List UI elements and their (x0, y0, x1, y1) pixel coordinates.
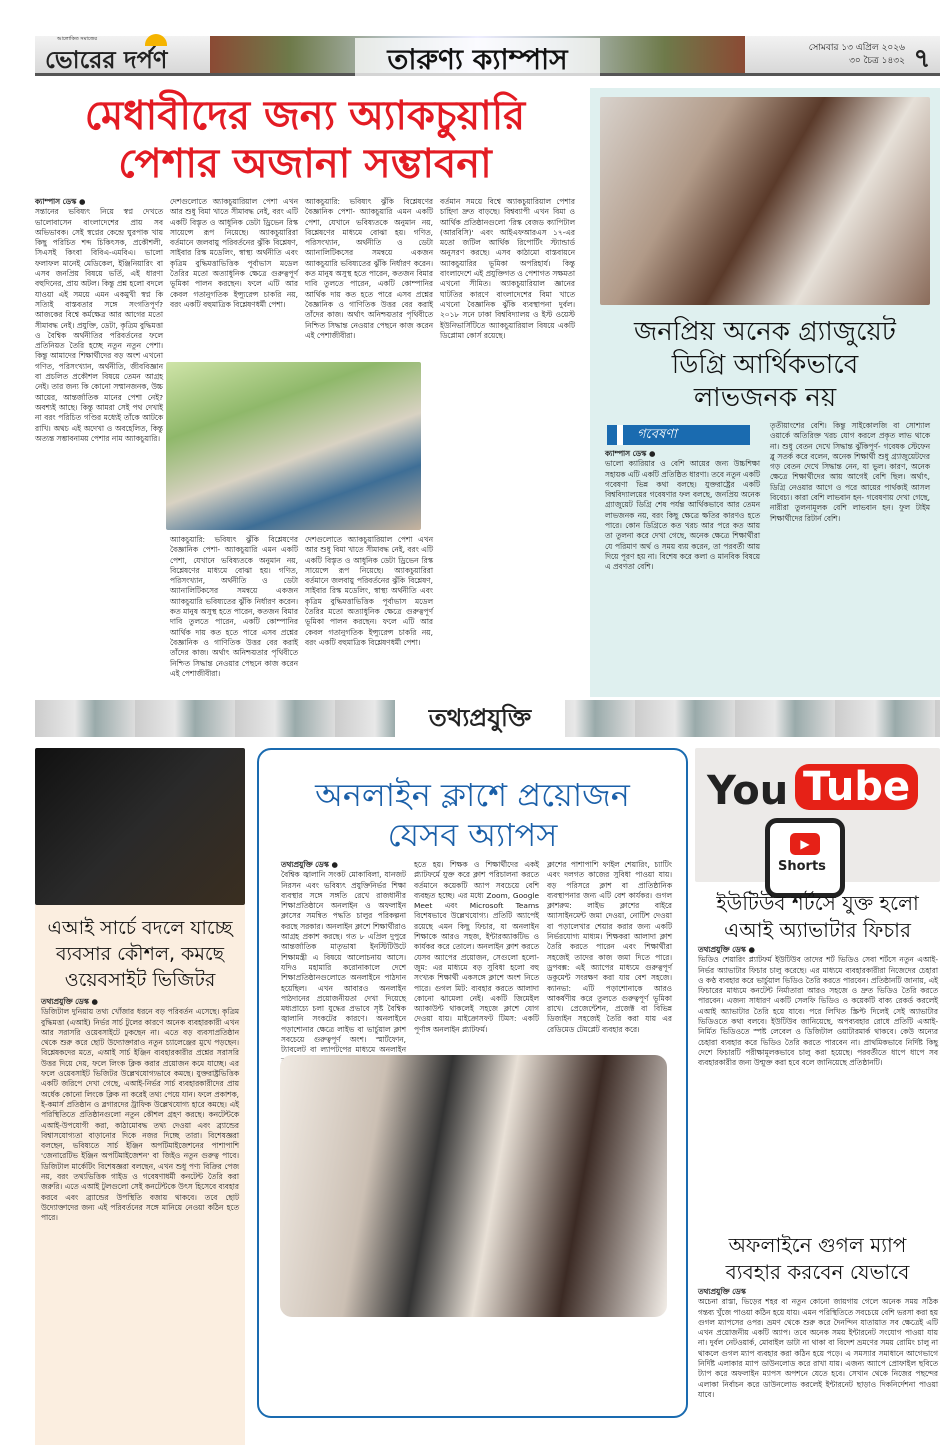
paragraph: অ্যাকচুয়ারি: ভবিষ্যৎ ঝুঁকি বিশ্লেষণের বৈজ্ঞানিক পেশা- অ্যাকচুয়ারি এমন একটি পেশা, যেখানে ভবিষ্যতকে অনুমান নয়, বিশ্লেষণের মাধ্যমে বোঝা হয়। গণিত, পরিসংখ্যান, অর্থনীতি ও ডেটা অ্যানালিটিকসের সমন্বয়ে একজন অ্যাকচুয়ারি ভবিষ্যতের ঝুঁকি নির্ধারণ করেন। কত মানুষ অসুস্থ হতে পারেন, কতজন বিমার দাবি তুলতে পারেন, একটি কোম্পানির আর্থিক দায় কত হতে পারে এসব প্রশ্নের বৈজ্ঞানিক ও গাণিতিক উত্তর বের করাই তাঁদের কাজ। অর্থাৎ অনিশ্চয়তার পৃথিবীতে নিশ্চিত সিদ্ধান্ত নেওয়ার পেছনে কাজ করেন এই পেশাজীবীরা। (170, 535, 298, 678)
lead-column (35, 197, 163, 695)
lead-headline-line: মেধাবীদের জন্য অ্যাকচুয়ারি (84, 93, 526, 139)
play-icon: ▶ (790, 833, 820, 855)
paragraph: হতে হয়। শিক্ষক ও শিক্ষার্থীদের একই প্ল্যাটফর্মে যুক্ত করে ক্লাশ পরিচালনা করতে বর্তমানে কয়েকটি অ্যাপ সবচেয়ে বেশি ব্যবহৃত হচ্ছে। এর মধ্যে Zoom, Google Meet এবং Microsoft Teams বিশেষভাবে উল্লেখযোগ্য। প্রতিটি অ্যাপেই রয়েছে এমন কিছু ফিচার, যা অনলাইন শিক্ষাকে আরও সহজ, ইন্টারঅ্যাকটিভ ও কার্যকর করে তোলে। অনলাইন ক্লাশ করতে যেসব অ্যাপের প্রয়োজন, সেগুলো হলো- জুম: এর মাধ্যমে বড় সুবিধা হলো বহু সংখ্যক শিক্ষার্থী একসঙ্গে ক্লাশে অংশ নিতে পারে। গুগল মিট: ব্যবহার করতে আলাদা কোনো ঝামেলা নেই। একটি জিমেইল অ্যাকাউন্ট থাকলেই সহজে ক্লাশে যোগ দেওয়া যায়। মাইক্রোসফট টিমস: একটি পূর্ণাঙ্গ অনলাইন প্ল্যাটফর্ম। (414, 860, 539, 1034)
masthead (35, 36, 940, 76)
tech-section-banner (35, 700, 940, 737)
paragraph: ভালো ক্যারিয়ার ও বেশি আয়ের জন্য উচ্চশিক্ষা সহায়ক এটি একটি প্রতিষ্ঠিত ধারণা। তবে নতুন একটি গবেষণা ভিন্ন কথা বলছে। যুক্তরাষ্ট্রের একটি বিশ্ববিদ্যালয়ের গবেষণার ফল বলছে, জনপ্রিয় অনেক গ্র্যাজুয়েট ডিগ্রি শেষ পর্যন্ত আর্থিকভাবে আর তেমন লাভজনক নয়, বরং কিছু ক্ষেত্রে ক্ষতির কারণও হতে পারে। কোন ডিগ্রিতে কত খরচ আর পরে কত আয় তা তুলনা করে দেখা গেছে, অনেক ক্ষেত্রে শিক্ষার্থীরা যে পরিমাণ অর্থ ও সময় ব্যয় করেন, তা পরবর্তী আয় দিয়ে পূরণ হয় না। বিশেষ করে কলা ও মানবিক বিষয়ে এ প্রবণতা বেশি। (605, 459, 760, 572)
paragraph: অ্যাকচুয়ারি: ভবিষ্যৎ ঝুঁকি বিশ্লেষণের বৈজ্ঞানিক পেশা- অ্যাকচুয়ারি এমন একটি পেশা, যেখানে ভবিষ্যতকে অনুমান নয়, বিশ্লেষণের মাধ্যমে বোঝা হয়। গণিত, পরিসংখ্যান, অর্থনীতি ও ডেটা অ্যানালিটিকসের সমন্বয়ে একজন অ্যাকচুয়ারি ভবিষ্যতের ঝুঁকি নির্ধারণ করেন। কত মানুষ অসুস্থ হতে পারেন, কতজন বিমার দাবি তুলতে পারেন, একটি কোম্পানির আর্থিক দায় কত হতে পারে এসব প্রশ্নের বৈজ্ঞানিক ও গাণিতিক উত্তর বের করাই তাঁদের কাজ। অর্থাৎ অনিশ্চয়তার পৃথিবীতে নিশ্চিত সিদ্ধান্ত নেওয়ার পেছনে কাজ করেন এই পেশাজীবীরা। (305, 197, 433, 340)
maps-body (698, 1287, 938, 1442)
research-sidebar (590, 88, 940, 697)
paragraph: ক্লাশের পাশাপাশি ফাইল শেয়ারিং, চ্যাটিং এবং দলগত কাজের সুবিধা পাওয়া যায়। বড় পরিসরে ক্লাশ বা প্রাতিষ্ঠানিক ব্যবস্থাপনার জন্য এটি বেশ কার্যকর। গুগল ক্লাশরুম: লাইভ ক্লাশের বাইরে অ্যাসাইনমেন্ট জমা দেওয়া, নোটিশ দেওয়া বা পড়ালেখার শেয়ার করার জন্য একটি নির্ভরযোগ্য মাধ্যম। শিক্ষকরা আলাদা ক্লাশ তৈরি করতে পারেন এবং শিক্ষার্থীরা সহজেই তাদের কাজ জমা দিতে পারে। ড্রপবক্স: এই অ্যাপের মাধ্যমে গুরুত্বপূর্ণ ডকুমেন্ট সংরক্ষণ করা যায় বেশ সহজে। ক্যানভা: এটি পড়াশোনাকে আরও আকর্ষণীয় করে তুলতে গুরুত্বপূর্ণ ভূমিকা রাখে। প্রেজেন্টেশন, প্রজেক্ট বা বিভিন্ন ডিজাইন সহজেই তৈরি করা যায় এর রেডিমেড টেমপ্লেট ব্যবহার করে। (547, 860, 672, 1034)
paragraph: ভিডিও শেয়ারিং প্ল্যাটফর্ম ইউটিউব তাদের শর্ট ভিডিও সেবা শর্টসে নতুন এআই-নির্ভর অ্যাভাটার ফিচার চালু করেছে। এর মাধ্যমে ব্যবহারকারীরা নিজেদের চেহারা ও কণ্ঠ ব্যবহার করে ভার্চুয়াল ভিডিও তৈরি করতে পারবেন। প্রতিষ্ঠানটি জানায়, এই ফিচারের মাধ্যমে কনটেন্ট নির্মাতারা আরও সহজে ও দ্রুত ভিডিও তৈরি করতে পারবেন। এজন্য সাধারণ একটি সেলফি ভিডিও ও কয়েকটি বাক্য রেকর্ড করলেই এআই অ্যাভাটার তৈরি হয়ে যাবে। পরে লিখিত স্ক্রিপ্ট দিলেই সেই অ্যাভাটার ভিডিওতে কথা বলবে। ইউটিউব জানিয়েছে, অপব্যবহার রোধে প্রতিটি এআই-নির্মিত ভিডিওতে স্পষ্ট লেবেল ও ডিজিটাল ওয়াটারমার্ক থাকবে। কেউ অন্যের চেহারা ব্যবহার করে ভিডিও তৈরি করতে পারবেন না। প্রাথমিকভাবে নির্দিষ্ট কিছু দেশে ফিচারটি পরীক্ষামূলকভাবে চালু করা হয়েছে। পরবর্তীতে ধাপে ধাপে সব ব্যবহারকারীর জন্য উন্মুক্ত করা হবে বলে জানিয়েছে প্রতিষ্ঠানটি। (698, 955, 938, 1068)
lead-column (170, 197, 298, 357)
headline-line: ইউটিউব শর্টসে যুক্ত হলো (716, 891, 919, 915)
online-column (414, 860, 539, 1040)
byline: তথ্যপ্রযুক্তি ডেস্ক ● (698, 945, 755, 954)
issue-date (750, 42, 905, 68)
headline-line: যেসব অ্যাপস (387, 816, 558, 854)
page-number: ৭ (913, 44, 931, 74)
byline: তথ্যপ্রযুক্তি ডেস্ক ● (281, 860, 338, 869)
section-banner-image (210, 36, 745, 76)
headline-line: এআই অ্যাভাটার ফিচার (724, 918, 911, 942)
ai-search-article (35, 905, 245, 1445)
paragraph: অচেনা রাস্তা, ভিড়ের শহর বা নতুন কোনো জায়গায় গেলে অনেক সময় সঠিক গন্তব্য খুঁজে পাওয়া কঠিন হয়ে যায়। এমন পরিস্থিতিতে সবচেয়ে বেশি ভরসা করা হয় গুগল ম্যাপসের ওপর। ভ্রমণ থেকে শুরু করে দৈনন্দিন যাতায়াত সব ক্ষেত্রেই এটি এখন প্রয়োজনীয় একটি অ্যাপ। তবে অনেক সময় ইন্টারনেট সংযোগ পাওয়া যায় না। দুর্বল নেটওয়ার্ক, মোবাইল ডাটা না থাকা বা বিদেশ ভ্রমণের সময় রোমিং চালু না থাকলে গুগল ম্যাপ ব্যবহার করা কঠিন হয়ে পড়ে। এ সমস্যার সমাধানে আগেভাগে নির্দিষ্ট এলাকার ম্যাপ ডাউনলোড করে রাখা যায়। এজন্য অ্যাপে প্রোফাইল ছবিতে ট্যাপ করে অফলাইন ম্যাপস অপশনে যেতে হবে। সেখান থেকে নিজের পছন্দের এলাকা নির্বাচন করে ডাউনলোড করলেই ইন্টারনেট ছাড়াও দিকনির্দেশনা পাওয়া যাবে। (698, 1297, 938, 1399)
youtube-logo-text: You (707, 768, 789, 814)
paragraph: ডিজিটাল দুনিয়ায় তথ্য খোঁজার ধরনে বড় পরিবর্তন এসেছে। কৃত্রিম বুদ্ধিমত্তা (এআই) নির্ভর সার্চ টুলের কারণে অনেক ব্যবহারকারী এখন আর সরাসরি ওয়েবসাইটে ঢুকছেন না। এতে বড় ব্যবসাপ্রতিষ্ঠান থেকে শুরু করে ছোট উদ্যোক্তারাও নতুন চ্যালেঞ্জের মুখে পড়ছেন। বিশ্লেষকদের মতে, এআই সার্চ ইঞ্জিন ব্যবহারকারীর প্রশ্নের সরাসরি উত্তর দিয়ে দেয়, ফলে লিংক ক্লিক করার প্রয়োজন কমে যাচ্ছে। এর ফলে ওয়েবসাইট ভিজিটর উল্লেখযোগ্যভাবে কমছে। যুক্তরাষ্ট্রভিত্তিক একটি জরিপে দেখা গেছে, এআই-নির্ভর সার্চ ব্যবহারকারীদের প্রায় অর্ধেক কোনো লিংকে ক্লিক না করেই তথ্য পেয়ে যান। ফলে প্রকাশক, ই-কমার্স প্রতিষ্ঠান ও ব্লগারদের ট্রাফিক উল্লেখযোগ্য হারে কমছে। এই পরিস্থিতিতে প্রতিষ্ঠানগুলো নতুন কৌশল গ্রহণ করছে। কনটেন্টকে এআই-উপযোগী করা, কাঠামোবদ্ধ তথ্য দেওয়া এবং ব্র্যান্ডের বিশ্বাসযোগ্যতা বাড়ানোর দিকে নজর দিচ্ছে তারা। বিশেষজ্ঞরা বলছেন, ভবিষ্যতে সার্চ ইঞ্জিন অপটিমাইজেশনের পাশাপাশি 'জেনারেটিভ ইঞ্জিন অপটিমাইজেশন' বা জিইও নতুন গুরুত্ব পাবে। ডিজিটাল মার্কেটিং বিশেষজ্ঞরা বলছেন, এখন শুধু পণ্য বিক্রির পেজ নয়, বরং তথ্যভিত্তিক গাইড ও গবেষণাধর্মী কনটেন্ট তৈরি করা জরুরি। এতে এআই টুলগুলো সেই কনটেন্টকে উৎস হিসেবে ব্যবহার করবে এবং ব্র্যান্ডের উপস্থিতি বজায় থাকবে। তবে ছোট উদ্যোক্তাদের জন্য এই পরিবর্তনের সঙ্গে মানিয়ে নেওয়া কঠিন হতে পারে। (41, 1007, 239, 1223)
headline-line: ডিগ্রি আর্থিকভাবে (671, 350, 859, 380)
lead-column (440, 197, 575, 695)
byline: ক্যাম্পাস ডেস্ক ● (35, 197, 86, 206)
ai-body (41, 997, 239, 1439)
students-walking-photo (166, 362, 421, 530)
youtube-headline (695, 890, 940, 944)
sidebar-column (605, 449, 760, 689)
youtube-logo-text: Tube (795, 764, 918, 810)
paragraph: দেশগুলোতে অ্যাকচুয়ারিয়াল পেশা এখন আর শুধু বিমা খাতে সীমাবদ্ধ নেই, বরং এটি একটি বিস্তৃত ও আধুনিক ডেটা ড্রিভেন রিস্ক সায়েন্সে রূপ নিয়েছে। অ্যাকচুয়ারিরা বর্তমানে জলবায়ু পরিবর্তনের ঝুঁকি বিশ্লেষণ, সাইবার রিস্ক মডেলিং, স্বাস্থ্য অর্থনীতি এবং কৃত্রিম বুদ্ধিমত্তাভিত্তিক পূর্বাভাস মডেল তৈরির মতো অত্যাধুনিক ক্ষেত্রে গুরুত্বপূর্ণ ভূমিকা পালন করছেন। ফলে এটি আর কেবল গতানুগতিক ইন্স্যুরেন্স চাকরি নয়, বরং একটি বহুমাত্রিক বিশ্লেষণধর্মী পেশা। (305, 535, 433, 647)
girl-online-class-photo (280, 1055, 667, 1317)
graduates-seminar-photo (600, 97, 930, 305)
phone-icon (765, 818, 845, 898)
byline: তথ্যপ্রযুক্তি ডেস্ক (698, 1287, 746, 1296)
headline-line: জনপ্রিয় অনেক গ্র্যাজুয়েট (634, 317, 896, 347)
byline: তথ্যপ্রযুক্তি ডেস্ক ● (41, 997, 98, 1006)
lead-column (305, 197, 433, 357)
lead-column (170, 535, 298, 695)
logo-tagline: আলোকিত সমাজের (57, 36, 98, 42)
paragraph: বৈশ্বিক জ্বালানি সংকট মোকাবিলা, যানজট নিরসন এবং ভবিষ্যৎ প্রযুক্তিনির্ভর শিক্ষা ব্যবস্থার সঙ্গে সঙ্গতি রেখে রাজধানীর শিক্ষাপ্রতিষ্ঠানে অনলাইন ও অফলাইন ক্লাসের সমন্বিত পদ্ধতি চালুর পরিকল্পনা করছে সরকার। অনলাইন ক্লাশে শিক্ষার্থীরাও আগ্রহ প্রকাশ করছে। গত ৮ এপ্রিল দুপুরে আন্তর্জাতিক মাতৃভাষা ইনস্টিটিউটে শিক্ষামন্ত্রী এ বিষয়ে আলোচনায় আসে। যদিও মহামারি করোনাকালে দেশে শিক্ষাপ্রতিষ্ঠানগুলোতে অনলাইনে পাঠদান হয়েছিল। এখন আবারও অনলাইন পাঠদানের প্রয়োজনীয়তা দেখা দিয়েছে মধ্যপ্রাচ্যে চলা যুদ্ধের প্রভাবে সৃষ্ট বৈশ্বিক জ্বালানি সংকটের কারণে। অনলাইনে পড়াশোনার ক্ষেত্রে লাইভ বা ভার্চুয়াল ক্লাশ সবচেয়ে গুরুত্বপূর্ণ অংশ। স্মার্টফোন, ট্যাবলেট বা ল্যাপটপের মাধ্যমে অনলাইন (281, 870, 406, 1055)
lead-headline-line: পেশার অজানা সম্ভাবনা (118, 141, 492, 187)
byline: ক্যাম্পাস ডেস্ক ● (605, 449, 656, 458)
paragraph: দেশগুলোতে অ্যাকচুয়ারিয়াল পেশা এখন আর শুধু বিমা খাতে সীমাবদ্ধ নেই, বরং এটি একটি বিস্তৃত ও আধুনিক ডেটা ড্রিভেন রিস্ক সায়েন্সে রূপ নিয়েছে। অ্যাকচুয়ারিরা বর্তমানে জলবায়ু পরিবর্তনের ঝুঁকি বিশ্লেষণ, সাইবার রিস্ক মডেলিং, স্বাস্থ্য অর্থনীতি এবং কৃত্রিম বুদ্ধিমত্তাভিত্তিক পূর্বাভাস মডেল তৈরির মতো অত্যাধুনিক ক্ষেত্রে গুরুত্বপূর্ণ ভূমিকা পালন করছেন। ফলে এটি আর কেবল গতানুগতিক ইন্স্যুরেন্স চাকরি নয়, বরং একটি বহুমাত্রিক বিশ্লেষণধর্মী পেশা। (170, 197, 298, 309)
newspaper-logo[interactable] (45, 36, 168, 82)
logo-text: ভোরের দর্পণ (45, 46, 168, 74)
headline-line: অফলাইনে গুগল ম্যাপ (728, 1233, 907, 1257)
headline-line: অনলাইন ক্লাশে প্রয়োজন (315, 776, 630, 814)
youtube-shorts-photo (695, 748, 940, 882)
online-column (547, 860, 672, 1040)
youtube-body (698, 945, 938, 1220)
headline-line: ওয়েবসাইট ভিজিটর (64, 969, 216, 991)
lead-column (305, 535, 433, 695)
headline-line: ব্যবসার কৌশল, কমছে (55, 943, 225, 965)
ai-headline (35, 915, 245, 993)
research-tag: গবেষণা (607, 425, 750, 445)
paragraph: বর্তমান সময়ে বিশ্বে অ্যাকচুয়ারিয়াল পেশার চাহিদা দ্রুত বাড়ছে। বিশ্বব্যাপী এখন বিমা ও আর্থিক প্রতিষ্ঠানগুলো 'রিস্ক বেজড ক্যাপিটাল (আরবিসি)' এবং আইএফআরএস ১৭-এর মতো জটিল আর্থিক রিপোর্টিং স্ট্যান্ডার্ড অনুসরণ করছে। এসব কাঠামো বাস্তবায়নে অ্যাকচুয়ারির ভূমিকা অপরিহার্য। কিন্তু বাংলাদেশে এই প্রযুক্তিগত ও পেশাগত সক্ষমতা এখনো সীমিত। অ্যাকচুয়ারিয়াল জ্ঞানের ঘাটতির কারণে বাংলাদেশের বিমা খাতে এখনো বৈজ্ঞানিক ঝুঁকি ব্যবস্থাপনা দুর্বল। ২০১৮ সনে ঢাকা বিশ্ববিদ্যালয় ও ইস্ট ওয়েস্ট ইউনিভার্সিটিতে অ্যাকচুয়ারিয়াল বিষয়ে একটি ডিপ্লোমা কোর্স রয়েছে। (440, 197, 575, 340)
maps-headline (695, 1232, 940, 1286)
online-headline (259, 775, 686, 855)
sidebar-headline (590, 316, 940, 415)
date-bengali: ৩০ চৈত্র ১৪৩২ (849, 56, 905, 66)
lead-headline (35, 92, 575, 188)
headline-line: লাভজনক নয় (693, 383, 837, 413)
online-column (281, 860, 406, 1055)
tech-section-title: তথ্যপ্রযুক্তি (395, 700, 565, 737)
section-title: তারুণ্য ক্যাম্পাস (355, 38, 600, 85)
ai-apps-phone-photo (35, 748, 245, 905)
paragraph: সন্তানের ভবিষ্যৎ নিয়ে স্বপ্ন দেখতে ভালোবাসেন বাংলাদেশের প্রায় সব অভিভাবক। সেই স্বপ্নের কেন্দ্রে ঘুরপাক খায় কিছু পরিচিত শব্দ চিকিৎসক, প্রকৌশলী, সিএসই কিংবা বিবিএ-এমবিএ। ভালো ফলাফল মানেই মেডিকেল, ইঞ্জিনিয়ারিং বা এসব জনপ্রিয় বিষয়ে ভর্তি, এই ধারণা বহুদিনের, প্রায় অটল। কিন্তু প্রশ্ন হলো বদলে যাওয়া এই সময়ে এমন একমুখী স্বপ্ন কি সত্যিই বাস্তবতার সঙ্গে সংগতিপূর্ণ? আজকের বিশ্বে কর্মক্ষেত্র আর আগের মতো সীমাবদ্ধ নেই। প্রযুক্তি, ডেটা, কৃত্রিম বুদ্ধিমত্তা ও বৈশ্বিক অর্থনীতির পরিবর্তনের ফলে প্রতিনিয়ত তৈরি হচ্ছে নতুন নতুন পেশা। কিন্তু আমাদের শিক্ষার্থীদের বড় অংশ এখনো গণিত, পরিসংখ্যান, অর্থনীতি, জীববিজ্ঞান বা প্রচলিত প্রকৌশল বিষয়ে তেমন আগ্রহ নেই। তার জন্য কি কোনো সম্মানজনক, উচ্চ আয়ের, আন্তর্জাতিক মানের পেশা নেই? অবশ্যই আছে। কিন্তু আমরা সেই পথ দেখাই না বরং পরিচিত গণ্ডির মধ্যেই তাঁকে আটকে রাখি। অথচ এই অদেখা ও অবহেলিত, কিন্তু অত্যন্ত সম্ভাবনাময় পেশার নাম অ্যাকচুয়ারি। (35, 207, 163, 443)
headline-line: ব্যবহার করবেন যেভাবে (725, 1260, 910, 1284)
sidebar-column (770, 421, 930, 689)
sun-icon (145, 34, 167, 46)
shorts-label: Shorts (778, 859, 826, 874)
online-class-article (257, 748, 688, 1418)
headline-line: এআই সার্চে বদলে যাচ্ছে (47, 917, 233, 939)
paragraph: তৃতীয়াংশের বেশি। কিন্তু সাইকোলজি বা সোশ্যাল ওয়ার্কে অতিরিক্ত খরচ যোগ করলে প্রকৃত লাভ থাকে না। শুধু বেতন দেখে সিদ্ধান্ত ঝুঁকিপূর্ণ- গবেষক স্টেফেন ব্লু সতর্ক করে বলেন, অনেক শিক্ষার্থী শুধু গ্র্যাজুয়েটদের গড় বেতন দেখে সিদ্ধান্ত নেন, যা ভুল। কারণ, অনেক ক্ষেত্রে শিক্ষার্থীদের আয় আগেই বেশি ছিল। অর্থাৎ, ডিগ্রি নেওয়ার আগে ও পরে আয়ের পার্থক্যই আসল বিবেচ্য। কারা বেশি লাভবান হন- গবেষণায় দেখা গেছে, নারীরা তুলনামূলক বেশি লাভবান হন। ফুল টাইম শিক্ষার্থীদের রিটার্ন বেশি। (770, 421, 930, 523)
date-gregorian: সোমবার ১৩ এপ্রিল ২০২৬ (808, 43, 905, 53)
